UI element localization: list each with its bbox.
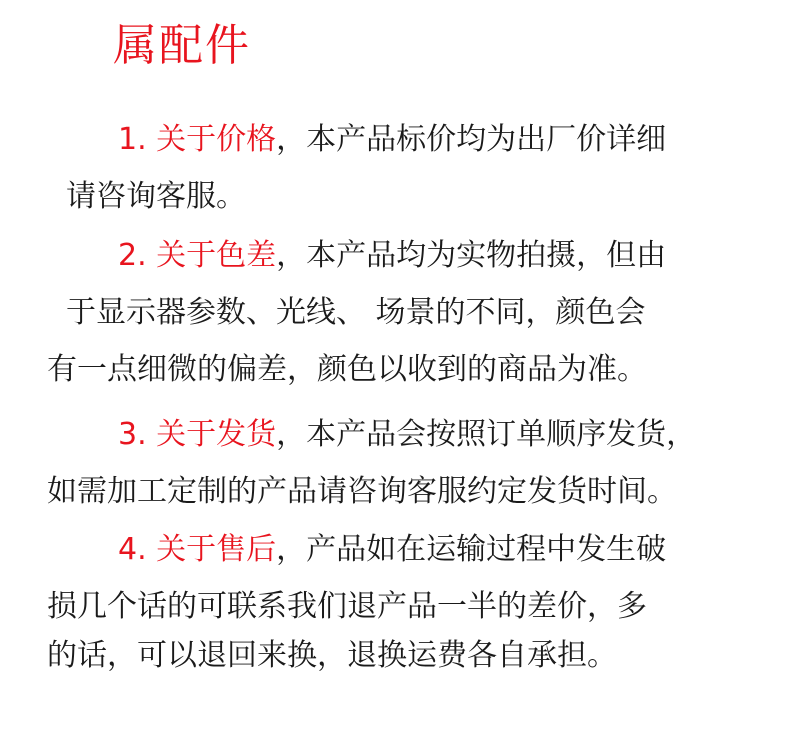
section-2-line-3 xyxy=(47,350,647,390)
section-4-line-2 xyxy=(47,587,647,627)
section-2-text-3: 有一点细微的偏差，颜色以收到的商品为准。 xyxy=(47,352,647,387)
section-2-heading: 2. 关于色差 xyxy=(118,238,277,273)
section-4-text-1: ，产品如在运输过程中发生破 xyxy=(276,532,667,567)
page-title: 属配件 xyxy=(113,20,251,71)
section-3-heading: 3. 关于发货 xyxy=(118,417,277,452)
section-3-line-1 xyxy=(118,415,696,455)
section-4-line-1 xyxy=(118,530,666,570)
section-2-text-2: 于显示器参数、光线、 场景的不同，颜色会 xyxy=(66,295,646,330)
section-1-line-1 xyxy=(118,120,666,160)
section-1-text-2: 请咨询客服。 xyxy=(66,179,246,214)
section-3-text-1: ，本产品会按照订单顺序发货， xyxy=(276,417,697,452)
section-3-text-2: 如需加工定制的产品请咨询客服约定发货时间。 xyxy=(47,474,677,509)
section-1-heading: 1. 关于价格 xyxy=(118,122,277,157)
section-1-text-1: ，本产品标价均为出厂价详细 xyxy=(276,122,667,157)
section-2-line-2 xyxy=(66,293,646,333)
section-4-line-3 xyxy=(47,636,617,676)
section-2-text-1: ，本产品均为实物拍摄，但由 xyxy=(276,238,667,273)
section-4-text-2: 损几个话的可联系我们退产品一半的差价，多 xyxy=(47,589,647,624)
section-1-line-2 xyxy=(66,177,246,217)
section-4-heading: 4. 关于售后 xyxy=(118,532,277,567)
section-2-line-1 xyxy=(118,236,666,276)
section-3-line-2 xyxy=(47,472,677,512)
section-4-text-3: 的话，可以退回来换，退换运费各自承担。 xyxy=(47,638,617,673)
